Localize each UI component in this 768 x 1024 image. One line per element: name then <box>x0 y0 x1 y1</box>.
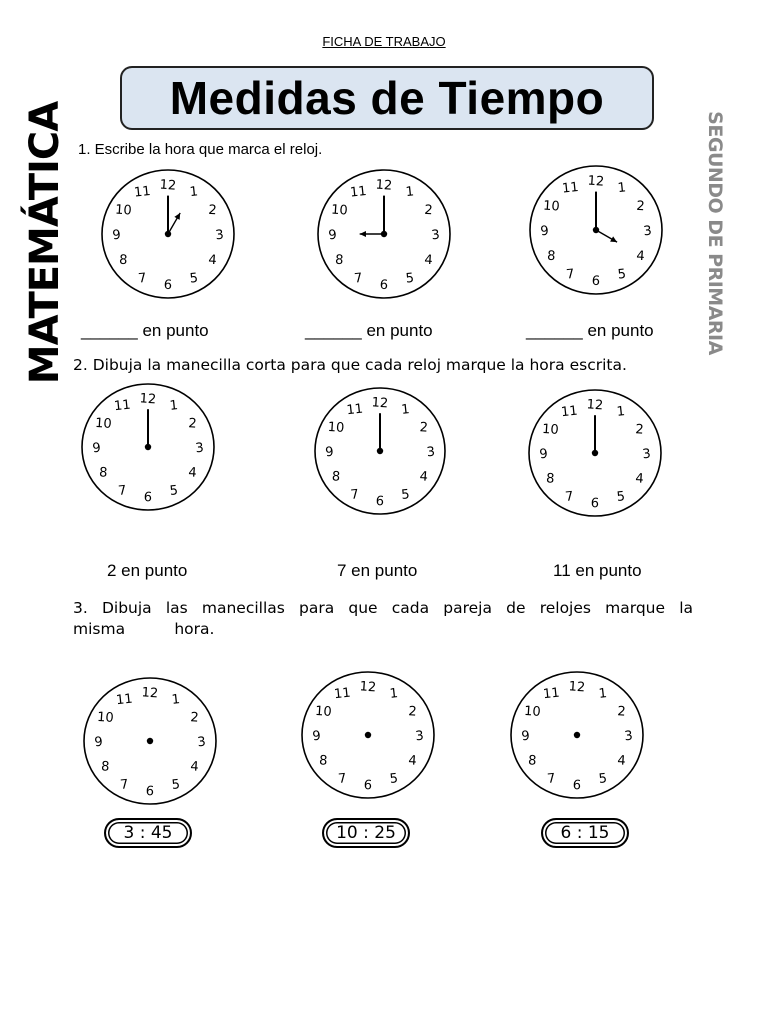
clock-number: 12 <box>159 177 177 194</box>
time-label-2: 7 en punto <box>337 561 418 580</box>
clock-number: 3 <box>194 440 205 457</box>
clock-1-1 <box>100 168 236 300</box>
clock-number: 6 <box>163 277 173 294</box>
clock-number: 1 <box>597 686 608 702</box>
clock-number: 4 <box>423 252 434 269</box>
clock-number: 3 <box>430 227 441 244</box>
clock-3-2[interactable] <box>300 670 436 800</box>
instruction-3-line-2: misma hora. <box>73 620 215 638</box>
clock-number: 4 <box>419 469 429 485</box>
clock-number: 5 <box>170 777 181 793</box>
clock-number: 6 <box>379 277 389 294</box>
clock-number: 7 <box>349 487 360 503</box>
answer-line-1[interactable]: ______ en punto <box>81 321 209 340</box>
clock-number: 7 <box>564 489 575 505</box>
clock-number: 11 <box>113 397 132 415</box>
clock-number: 3 <box>642 223 653 240</box>
clock-number: 10 <box>541 421 560 438</box>
clock-number: 6 <box>143 489 153 506</box>
clock-number: 2 <box>635 198 646 215</box>
clock-number: 9 <box>520 728 531 745</box>
clock-number: 8 <box>334 252 344 269</box>
clock-number: 5 <box>615 489 626 505</box>
clock-number: 8 <box>546 248 556 265</box>
answer-line-2[interactable]: ______ en punto <box>305 321 433 340</box>
clock-number: 12 <box>359 679 377 696</box>
clock-number: 2 <box>189 710 200 726</box>
clock-number: 4 <box>187 465 198 481</box>
clock-number: 10 <box>523 703 542 720</box>
clock-number: 6 <box>363 777 373 794</box>
clock-number: 1 <box>400 402 411 418</box>
clock-2-3[interactable] <box>527 388 663 518</box>
clock-number: 1 <box>170 692 181 708</box>
clock-number: 12 <box>375 177 393 194</box>
clock-number: 6 <box>591 273 601 290</box>
clock-number: 5 <box>400 487 411 503</box>
clock-number: 12 <box>141 685 159 702</box>
clock-number: 8 <box>100 759 110 775</box>
clock-number: 12 <box>587 173 605 190</box>
subject-text: MATEMÁTICA <box>22 101 68 385</box>
clock-number: 2 <box>207 202 218 219</box>
clock-center <box>365 732 371 738</box>
clock-number: 6 <box>145 783 155 800</box>
clock-center <box>381 231 387 237</box>
time-label-1: 2 en punto <box>107 561 188 580</box>
clock-number: 8 <box>331 469 341 485</box>
clock-number: 11 <box>345 401 364 419</box>
clock-center <box>165 231 171 237</box>
clock-number: 11 <box>542 685 561 703</box>
clock-number: 1 <box>616 180 627 197</box>
clock-number: 9 <box>327 227 338 244</box>
clock-number: 8 <box>118 252 128 269</box>
page-title: Medidas de Tiempo <box>169 72 605 124</box>
clock-number: 5 <box>188 270 199 287</box>
clock-number: 4 <box>634 471 645 487</box>
instruction-3: 3. Dibuja las manecillas para que cada pareja de relojes marque la <box>73 599 693 617</box>
clock-number: 9 <box>111 227 122 244</box>
clock-number: 11 <box>133 183 152 201</box>
clock-number: 12 <box>371 395 389 412</box>
clock-number: 6 <box>590 495 600 512</box>
clock-number: 2 <box>634 422 645 438</box>
clock-number: 1 <box>388 686 399 702</box>
clock-number: 7 <box>546 771 557 787</box>
clock-number: 10 <box>94 415 113 432</box>
title-banner <box>120 66 654 130</box>
clock-number: 9 <box>324 444 335 461</box>
clock-number: 5 <box>597 771 608 787</box>
clock-number: 11 <box>349 183 368 201</box>
clock-number: 3 <box>214 227 225 244</box>
clock-number: 12 <box>139 391 157 408</box>
clock-number: 7 <box>119 777 130 793</box>
clock-center <box>574 732 580 738</box>
clock-center <box>377 448 383 454</box>
clock-number: 7 <box>137 270 148 287</box>
clock-number: 2 <box>419 420 429 436</box>
clock-number: 5 <box>388 771 399 787</box>
clock-number: 2 <box>423 202 434 219</box>
clock-number: 8 <box>318 753 328 769</box>
clock-number: 4 <box>207 252 218 269</box>
clock-3-1[interactable] <box>82 676 218 806</box>
worksheet-label: FICHA DE TRABAJO <box>322 34 446 49</box>
clock-number: 11 <box>333 685 352 703</box>
clock-number: 1 <box>168 398 179 414</box>
clock-number: 5 <box>616 266 627 283</box>
clock-number: 2 <box>616 704 627 720</box>
clock-number: 9 <box>539 223 550 240</box>
answer-line-3[interactable]: ______ en punto <box>526 321 654 340</box>
clock-number: 6 <box>572 777 582 794</box>
clock-center <box>593 227 599 233</box>
clock-number: 9 <box>311 728 322 745</box>
clock-number: 9 <box>93 734 104 751</box>
clock-number: 3 <box>196 734 207 751</box>
clock-number: 8 <box>545 471 555 487</box>
clock-number: 11 <box>561 179 580 197</box>
clock-number: 6 <box>375 493 385 510</box>
time-label-3: 11 en punto <box>553 561 642 580</box>
clock-number: 11 <box>115 691 134 709</box>
clock-number: 3 <box>425 444 436 461</box>
clock-number: 10 <box>114 202 133 219</box>
clock-number: 9 <box>91 440 102 457</box>
clock-center <box>145 444 151 450</box>
clock-center <box>592 450 598 456</box>
clock-2-1[interactable] <box>80 382 216 512</box>
clock-number: 11 <box>560 403 579 421</box>
clock-number: 3 <box>414 728 425 745</box>
grade-text: SEGUNDO DE PRIMARIA <box>704 111 726 355</box>
clock-number: 1 <box>404 184 415 201</box>
clock-number: 7 <box>117 483 128 499</box>
clock-number: 10 <box>96 709 115 726</box>
digital-time-2: 10 : 25 <box>322 818 410 848</box>
clock-number: 1 <box>188 184 199 201</box>
clock-number: 10 <box>330 202 349 219</box>
clock-3-3[interactable] <box>509 670 645 800</box>
clock-number: 4 <box>616 753 627 769</box>
clock-number: 2 <box>187 416 198 432</box>
clock-1-2 <box>316 168 452 300</box>
clock-number: 10 <box>327 419 345 436</box>
clock-number: 3 <box>641 446 652 463</box>
clock-number: 5 <box>404 270 415 287</box>
clock-1-3 <box>528 164 664 296</box>
clock-number: 9 <box>538 446 549 463</box>
clock-number: 7 <box>565 266 576 283</box>
clock-number: 2 <box>407 704 418 720</box>
digital-time-1: 3 : 45 <box>104 818 192 848</box>
clock-number: 8 <box>98 465 108 481</box>
clock-number: 12 <box>586 397 604 414</box>
instruction-1: 1. Escribe la hora que marca el reloj. <box>78 141 323 158</box>
clock-center <box>147 738 153 744</box>
clock-number: 3 <box>623 728 634 745</box>
clock-number: 1 <box>615 404 626 420</box>
clock-number: 8 <box>527 753 537 769</box>
clock-number: 12 <box>568 679 586 696</box>
clock-number: 4 <box>189 759 200 775</box>
clock-number: 4 <box>407 753 418 769</box>
clock-number: 10 <box>542 198 561 215</box>
instruction-2: 2. Dibuja la manecilla corta para que cada reloj marque la hora escrita. <box>73 356 627 374</box>
clock-number: 4 <box>635 248 646 265</box>
clock-2-2[interactable] <box>313 386 447 516</box>
clock-number: 7 <box>353 270 364 287</box>
side-label-grade <box>700 111 730 355</box>
digital-time-3: 6 : 15 <box>541 818 629 848</box>
clock-number: 7 <box>337 771 348 787</box>
side-label-subject <box>22 101 68 385</box>
clock-number: 5 <box>168 483 179 499</box>
clock-number: 10 <box>314 703 333 720</box>
